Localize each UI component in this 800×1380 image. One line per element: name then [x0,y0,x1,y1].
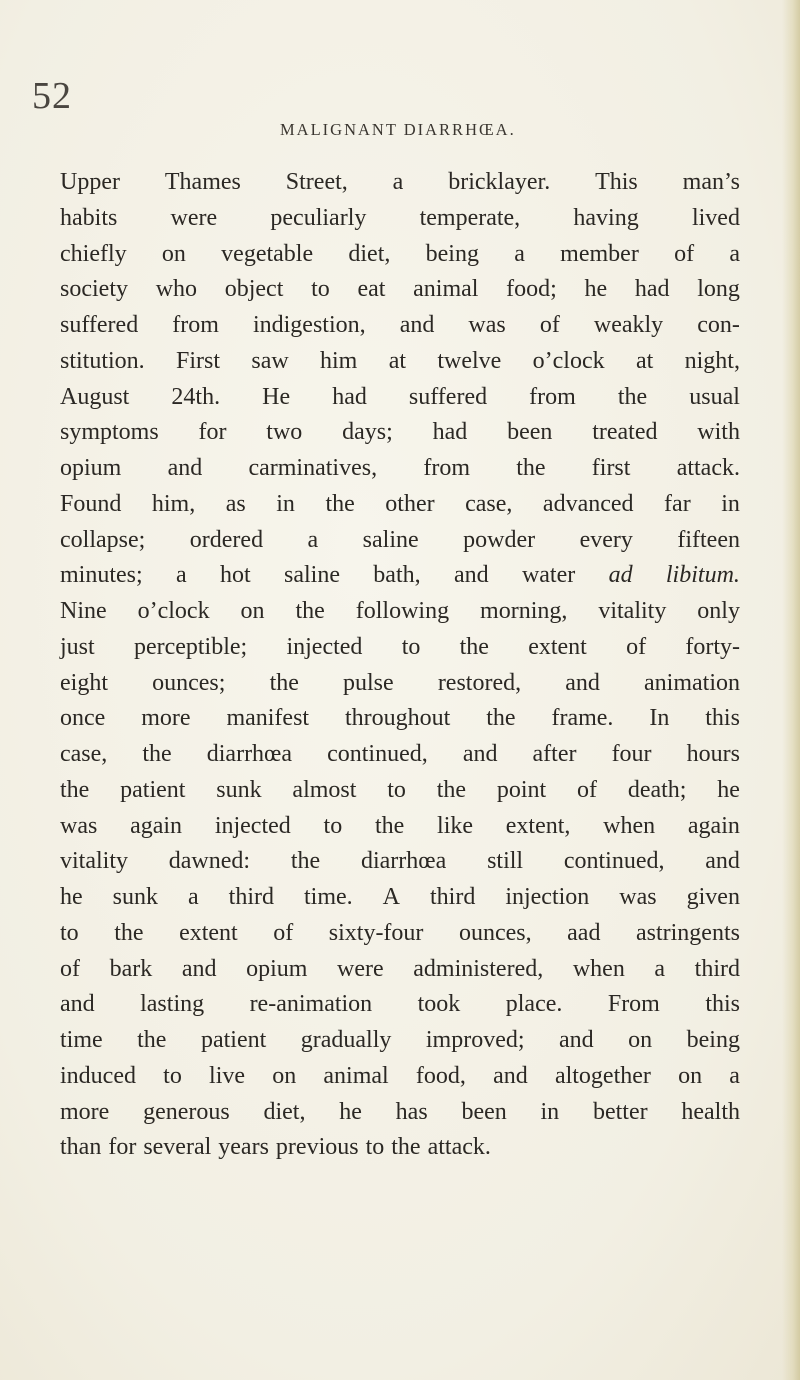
word: to [323,812,343,839]
word: four [611,741,652,767]
text-line [60,701,740,737]
word: libitum. [665,562,740,589]
word: been [507,419,553,446]
word: diarrhœa [360,848,447,875]
word: in [721,490,740,517]
word: the [436,776,467,803]
text-line [60,844,740,880]
word: saline [283,562,340,589]
word: frame. [551,705,614,732]
word: In [649,705,670,732]
word: from [172,312,219,338]
word: at [635,347,654,374]
word: live [209,1062,246,1089]
word: of [626,633,647,660]
word: opium [246,955,308,982]
word: member [560,240,639,267]
word: suffered [60,312,139,338]
text-line [60,1023,740,1059]
word: to [311,276,330,303]
word: extent [179,919,238,946]
word: being [425,240,479,267]
word: generous [143,1098,230,1125]
text-line [60,380,740,416]
word: after [532,741,577,767]
word: in [540,1098,560,1125]
word: ounces, [458,919,532,946]
word: on [161,240,186,267]
word: for [108,1134,137,1161]
word: in [276,490,295,517]
word: patient [120,776,186,803]
word: ad [608,562,633,589]
word: time [60,1027,103,1053]
word: gradually [300,1027,392,1053]
word: a [176,562,187,589]
word: he [339,1098,362,1125]
word: continued, [563,848,665,875]
word: pulse [343,669,394,696]
word: restored, [437,669,522,696]
word: more [60,1098,110,1125]
word: vitality [60,848,128,875]
word: sunk [216,776,262,803]
word: bath, [373,562,421,589]
word: a [654,955,666,982]
word: to [60,919,79,946]
word: was [468,312,506,338]
text-line [60,1095,740,1131]
word: the [269,669,299,696]
word: on [678,1062,703,1089]
word: had [432,419,468,446]
word: administered, [413,955,544,982]
word: the [114,919,144,946]
word: two [266,419,303,446]
word: extent, [505,812,571,839]
word: This [595,169,638,195]
word: astringents [635,919,740,946]
word: him [320,347,358,374]
word: for [198,419,227,446]
word: powder [463,526,536,553]
text-line [60,558,740,594]
word: only [697,598,740,624]
text-line [60,415,740,451]
page-edge-shadow [782,0,800,1380]
word: injected [214,812,291,839]
word: when [572,955,625,982]
word: the [295,598,325,624]
word: who [155,276,198,303]
word: again [687,812,740,839]
word: injected [286,633,363,660]
word: to [401,633,421,660]
word: bricklayer. [448,169,551,195]
word: bark [109,955,153,982]
word: to [365,1134,385,1161]
word: when [603,812,656,839]
word: 24th. [171,383,221,410]
word: and [705,848,740,875]
word: animation [644,669,740,696]
word: far [664,490,691,517]
text-line [60,451,740,487]
text-line [60,916,740,952]
word: case, [60,741,108,767]
word: he [717,776,740,803]
word: case, [465,490,513,517]
word: saline [362,526,419,553]
text-line [60,594,740,630]
word: him, [151,490,196,517]
word: attack. [676,455,740,481]
word: twelve [437,347,502,374]
word: third [694,955,740,982]
word: and [167,455,203,481]
text-line [60,237,740,273]
word: days; [342,419,393,446]
word: injection [505,884,590,910]
word: altogether [554,1062,651,1089]
word: weakly [593,312,664,338]
word: given [686,884,740,910]
word: several [143,1134,212,1161]
text-line [60,666,740,702]
text-line [60,344,740,380]
word: water [521,562,576,589]
word: manifest [226,705,310,732]
word: indigestion, [252,312,366,338]
word: death; [627,776,687,803]
word: and [462,741,498,767]
word: following [355,598,450,624]
word: time. [303,884,353,910]
word: and [493,1062,528,1089]
word: sunk [112,884,158,910]
word: forty- [685,633,740,660]
word: this [705,991,740,1018]
word: place. [505,991,563,1018]
word: eat [357,276,386,303]
word: the [325,490,355,517]
text-line [60,308,740,344]
word: diarrhœa [206,741,293,767]
word: Nine [60,598,107,624]
word: a [514,240,525,267]
word: from [529,383,576,410]
word: once [60,705,106,732]
word: to [163,1062,182,1089]
word: hours [686,741,740,767]
word: the [486,705,516,732]
word: being [686,1027,740,1053]
text-line [60,272,740,308]
word: attack. [427,1134,491,1161]
word: hot [219,562,251,589]
word: previous [275,1134,359,1161]
word: and [399,312,435,338]
word: animal [413,276,479,303]
word: and [565,669,600,696]
text-line [60,487,740,523]
word: of [577,776,598,803]
word: vitality [598,598,667,624]
word: lasting [140,991,205,1018]
word: food; [506,276,557,303]
word: continued, [327,741,428,767]
word: to [387,776,406,803]
word: First [176,347,221,374]
word: Thames [164,169,241,195]
word: diet, [263,1098,306,1125]
text-line [60,523,740,559]
word: extent [528,633,587,660]
text-line [60,952,740,988]
word: almost [292,776,357,803]
word: A [382,884,400,910]
word: August [60,383,130,410]
word: of [273,919,294,946]
word: took [417,991,461,1018]
word: has [395,1098,428,1125]
word: improved; [425,1027,525,1053]
word: From [607,991,660,1018]
word: the [391,1134,421,1161]
word: eight [60,669,108,696]
word: was [619,884,657,910]
word: long [697,276,740,303]
word: as [225,490,246,517]
text-line [60,201,740,237]
word: patient [200,1027,267,1053]
word: aad [567,919,601,946]
word: first [591,455,631,481]
word: dawned: [168,848,251,875]
word: usual [689,383,740,410]
word: the [459,633,489,660]
text-line [60,809,740,845]
word: again [130,812,183,839]
text-line [60,987,740,1023]
running-title: MALIGNANT DIARRHŒA. [280,120,516,139]
word: better [592,1098,648,1125]
word: perceptible; [133,633,248,660]
word: animal [323,1062,389,1089]
word: the [60,776,90,803]
word: society [60,276,128,303]
word: peculiarly [270,204,367,231]
word: the [516,455,546,481]
text-line [60,630,740,666]
word: the [374,812,405,839]
word: had [332,383,367,410]
word: were [170,204,218,231]
word: suffered [408,383,488,410]
word: minutes; [60,562,143,589]
word: a [307,526,319,553]
word: ounces; [152,669,226,696]
text-line [60,165,740,201]
word: had [634,276,670,303]
word: throughout [344,705,451,732]
word: night, [684,347,740,374]
word: than [60,1134,102,1161]
word: stitution. [60,347,145,374]
word: a [188,884,199,910]
word: carminatives, [248,455,378,481]
page-number: 52 [32,75,72,117]
word: saw [251,347,289,374]
word: a [729,240,740,267]
word: just [60,633,95,660]
word: object [224,276,284,303]
word: ordered [189,526,264,553]
word: point [496,776,547,803]
word: temperate, [419,204,521,231]
text-line [60,737,740,773]
word: and [181,955,217,982]
word: Found [60,490,122,517]
word: of [60,955,80,982]
word: on [240,598,265,624]
word: con- [697,312,740,338]
word: on [272,1062,297,1089]
text-line [60,773,740,809]
word: like [437,812,474,839]
word: induced [60,1062,136,1089]
word: on [628,1027,653,1053]
word: of [539,312,560,338]
word: the [142,741,172,767]
word: He [262,383,291,410]
word: the [617,383,648,410]
word: the [290,848,321,875]
text-line [60,1130,740,1166]
word: Upper [60,169,120,195]
word: treated [592,419,658,446]
word: was [60,812,98,839]
word: symptoms [60,419,159,446]
word: years [218,1134,269,1161]
word: still [487,848,524,875]
word: diet, [348,240,391,267]
word: with [697,419,740,446]
word: opium [60,455,122,481]
word: more [141,705,191,732]
word: been [461,1098,507,1125]
word: a [729,1062,740,1089]
word: from [423,455,470,481]
word: at [388,347,407,374]
text-line [60,1059,740,1095]
word: health [681,1098,740,1125]
word: food, [415,1062,466,1089]
word: lived [691,204,740,231]
word: morning, [480,598,568,624]
word: o’clock [532,347,605,374]
word: the [137,1027,167,1053]
word: man’s [682,169,740,195]
word: and [60,991,95,1018]
word: every [579,526,633,553]
word: chiefly [60,240,127,267]
word: re-animation [249,991,373,1018]
word: a [392,169,404,195]
word: having [573,204,639,231]
word: he [584,276,608,303]
word: fifteen [677,526,740,553]
word: and [559,1027,594,1053]
word: Street, [285,169,348,195]
body-paragraph [60,165,740,1166]
word: vegetable [221,240,314,267]
word: collapse; [60,526,146,553]
word: he [60,884,83,910]
word: third [429,884,476,910]
word: third [228,884,274,910]
word: advanced [542,490,634,517]
word: habits [60,204,118,231]
word: and [453,562,489,589]
word: were [337,955,384,982]
word: of [674,240,695,267]
word: sixty-four [328,919,424,946]
word: other [385,490,435,517]
word: o’clock [137,598,210,624]
word: this [705,705,740,732]
text-line [60,880,740,916]
